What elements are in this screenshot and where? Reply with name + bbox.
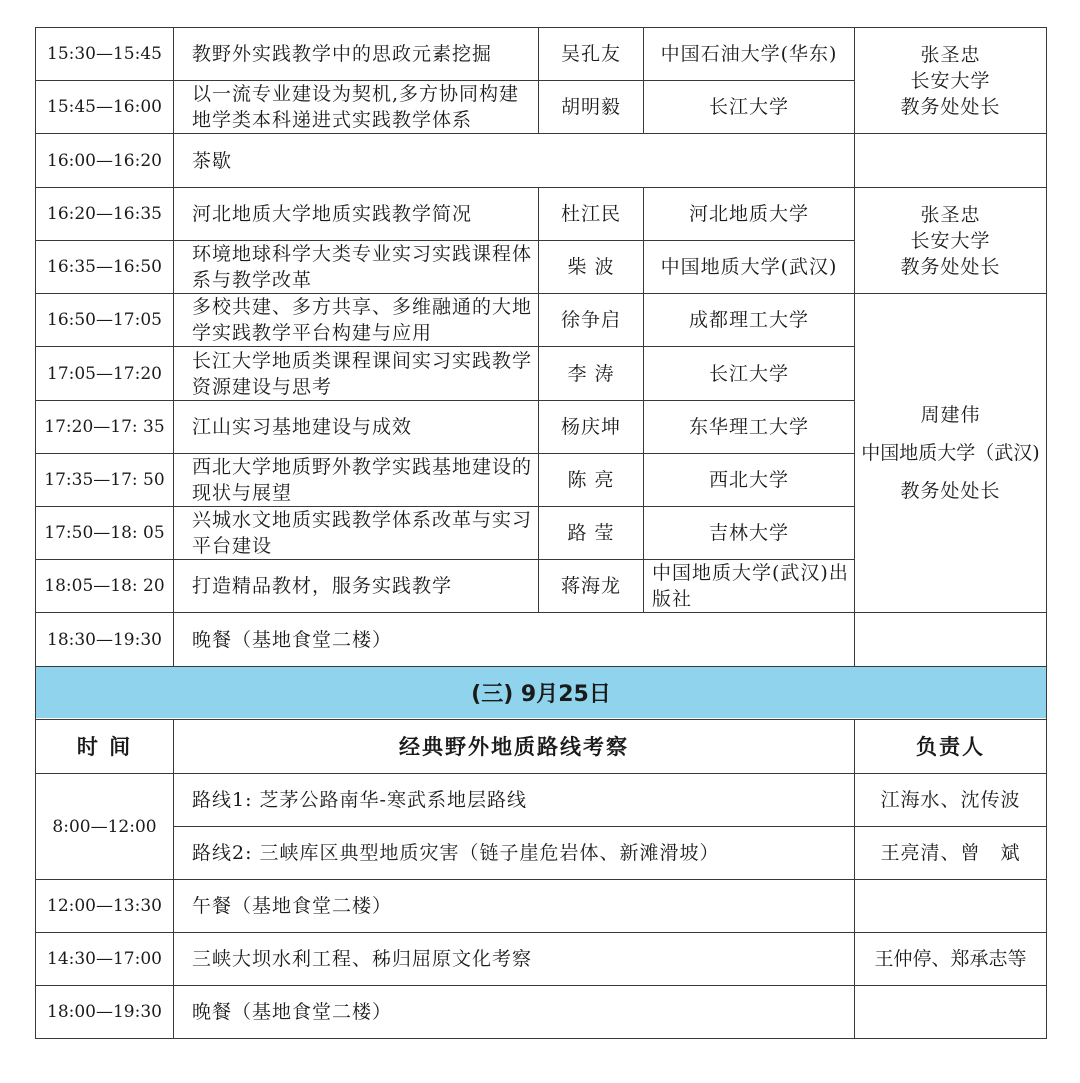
session-topic: 江山实习基地建设与成效 — [192, 416, 413, 438]
session-topic-text: 长江大学地质类课程课间实习实践教学资源建设与思考 — [192, 349, 533, 398]
session-topic: 河北地质大学地质实践教学简况 — [192, 203, 473, 225]
session-org: 西北大学 — [708, 469, 789, 491]
session-topic: 教野外实践教学中的思政元素挖掘 — [192, 43, 493, 65]
route-time: 8:00—12:00 — [52, 816, 157, 837]
session-chair — [855, 188, 1046, 293]
session-speaker: 蒋海龙 — [560, 575, 621, 597]
session-topic — [174, 347, 538, 400]
header-content: 经典野外地质路线考察 — [399, 734, 629, 759]
route-lead: 江海水、沈传波 — [880, 789, 1021, 811]
session-time: 15:45—16:00 — [47, 97, 162, 117]
session-time: 17:35—17: 50 — [44, 470, 165, 490]
session-speaker: 杜江民 — [560, 203, 621, 225]
session-org: 东华理工大学 — [688, 416, 809, 438]
session-topic-text: 环境地球科学大类专业实习实践课程体系与教学改革 — [192, 243, 533, 291]
session-org: 成都理工大学 — [688, 309, 809, 331]
route-time: 12:00—13:30 — [47, 896, 162, 916]
session-chair — [855, 294, 1046, 612]
session-topic-text: 兴城水文地质实践教学体系改革与实习平台建设 — [192, 509, 533, 557]
session-speaker: 杨庆坤 — [560, 416, 621, 438]
chair-title: 教务处处长 — [900, 255, 1001, 278]
session-speaker: 路 莹 — [567, 522, 615, 544]
session-topic-text: 西北大学地质野外教学实践基地建设的现状与展望 — [192, 456, 533, 504]
chair-title: 教务处处长 — [900, 95, 1001, 118]
route-lead: 王亮清、曾 斌 — [880, 842, 1021, 864]
session-speaker: 柴 波 — [567, 256, 615, 278]
session-speaker: 陈 亮 — [567, 469, 615, 491]
session-org: 吉林大学 — [708, 522, 789, 544]
route-content: 路线1: 芝茅公路南华-寒武系地层路线 — [192, 789, 527, 811]
session-org: 长江大学 — [708, 362, 789, 385]
route-content: 路线2: 三峡库区典型地质灾害（链子崖危岩体、新滩滑坡） — [192, 842, 720, 864]
session-time: 18:30—19:30 — [47, 629, 162, 650]
session-time: 17:05—17:20 — [47, 363, 162, 384]
session-topic-text: 多校共建、多方共享、多维融通的大地学实践教学平台构建与应用 — [192, 296, 533, 344]
header-time: 时 间 — [76, 734, 133, 759]
session-time: 17:20—17: 35 — [44, 417, 165, 437]
session-topic-text: 以一流专业建设为契机,多方协同构建地学类本科递进式实践教学体系 — [192, 83, 520, 131]
route-time: 14:30—17:00 — [47, 949, 162, 969]
route-time: 18:00—19:30 — [47, 1002, 162, 1022]
session-time: 16:35—16:50 — [47, 257, 162, 277]
chair-org: 长安大学 — [910, 69, 991, 92]
route-lead — [855, 986, 1046, 1038]
session-topic: 茶歇 — [192, 149, 233, 172]
session-topic — [174, 81, 538, 133]
chair-title: 教务处处长 — [900, 480, 1001, 502]
day-banner: (三) 9月25日 — [36, 667, 1046, 718]
chair-name: 张圣忠 — [920, 43, 981, 66]
session-speaker: 李 涛 — [567, 362, 615, 385]
session-org: 中国石油大学(华东) — [660, 43, 838, 65]
session-topic — [174, 294, 538, 346]
route-lead — [855, 880, 1046, 932]
session-speaker: 徐争启 — [560, 309, 621, 331]
session-time: 16:50—17:05 — [47, 310, 162, 330]
chair-org: 中国地质大学（武汉) — [861, 442, 1040, 464]
route-lead: 王仲停、郑承志等 — [874, 948, 1027, 970]
session-topic — [174, 507, 538, 559]
route-content: 三峡大坝水利工程、秭归屈原文化考察 — [192, 948, 533, 970]
session-topic — [174, 454, 538, 506]
session-topic: 打造精品教材，服务实践教学 — [192, 575, 453, 597]
header-lead: 负责人 — [916, 734, 985, 759]
session-speaker: 胡明毅 — [560, 96, 621, 118]
session-time: 15:30—15:45 — [47, 44, 162, 64]
route-content: 午餐（基地食堂二楼） — [192, 895, 393, 917]
session-org — [644, 560, 854, 612]
session-time: 17:50—18: 05 — [44, 523, 165, 543]
session-org-text: 中国地质大学(武汉)出版社 — [652, 562, 849, 610]
session-time: 18:05—18: 20 — [44, 576, 165, 596]
session-speaker: 吴孔友 — [560, 43, 621, 65]
session-time: 16:00—16:20 — [47, 150, 162, 171]
session-org: 长江大学 — [708, 96, 789, 118]
chair-org: 长安大学 — [910, 229, 991, 252]
session-org: 中国地质大学(武汉) — [660, 256, 838, 278]
chair-name: 周建伟 — [920, 404, 981, 426]
session-topic — [174, 241, 538, 293]
session-chair — [855, 28, 1046, 133]
session-topic: 晚餐（基地食堂二楼） — [192, 628, 393, 651]
route-content: 晚餐（基地食堂二楼） — [192, 1001, 393, 1023]
chair-name: 张圣忠 — [920, 203, 981, 226]
session-org: 河北地质大学 — [688, 203, 809, 225]
session-time: 16:20—16:35 — [47, 204, 162, 224]
